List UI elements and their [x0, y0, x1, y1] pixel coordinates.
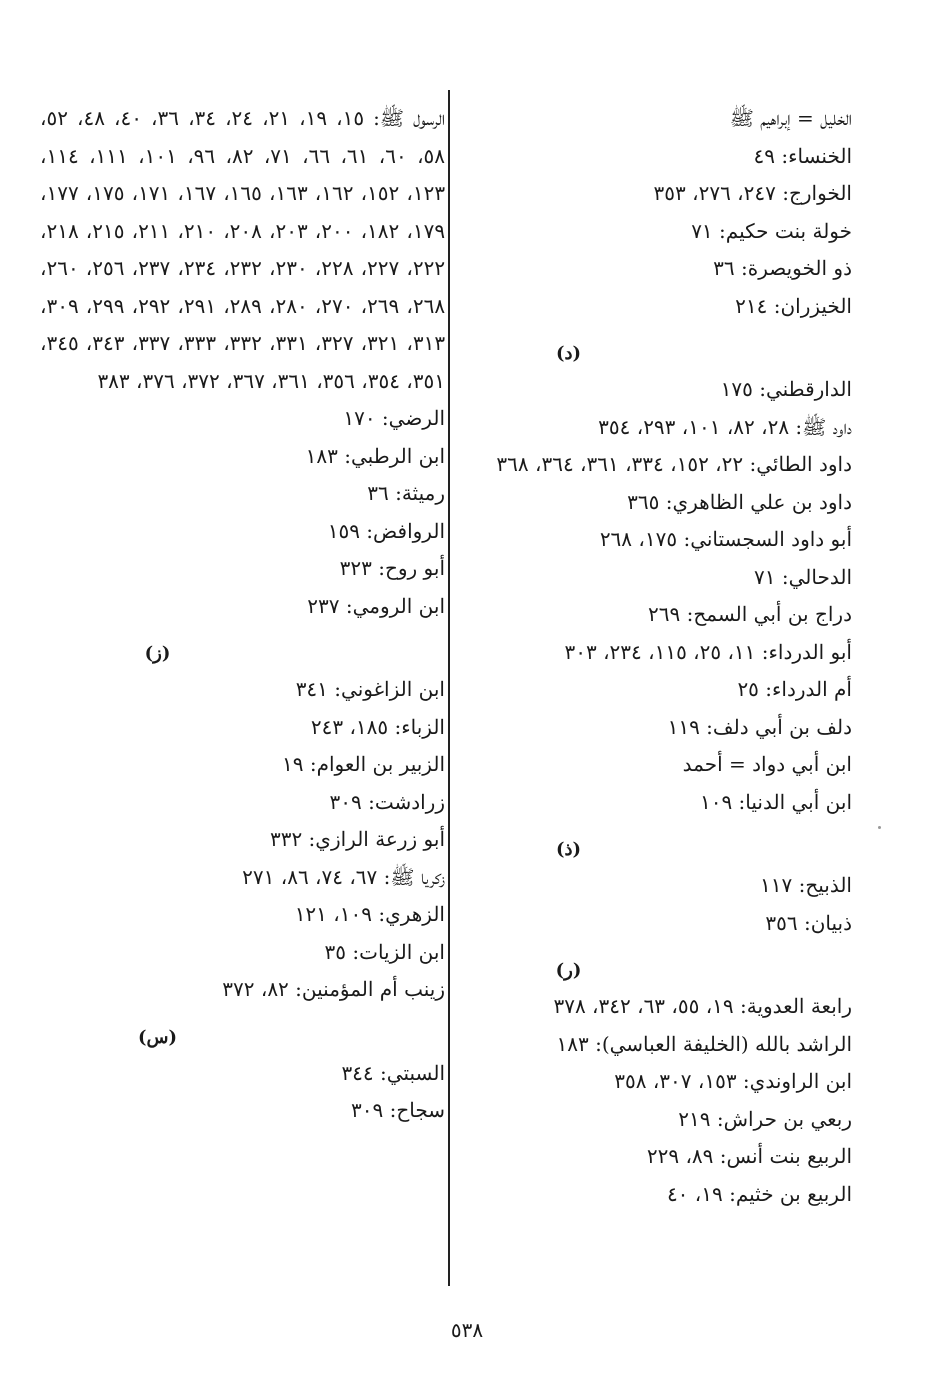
index-entry: ذبيان: ٣٥٦	[765, 910, 852, 935]
section-heading-zay: (ز)	[144, 643, 171, 664]
index-column-right	[465, 100, 852, 1213]
index-entry: الراشد بالله (الخليفة العباسي): ١٨٣	[556, 1031, 852, 1056]
index-entry: الخيزران: ٢١٤	[735, 293, 852, 318]
section-heading-dal: (د)	[555, 343, 582, 364]
index-entry: داود ﷺ: ٢٨، ٨٢، ١٠١، ٢٩٣، ٣٥٤	[598, 414, 852, 439]
index-entry: أبو روح: ٣٢٣	[339, 556, 445, 580]
index-entry: زرادشت: ٣٠٩	[329, 789, 445, 814]
column-divider	[448, 90, 450, 1286]
index-entry: داود الطائي: ٢٢، ١٥٢، ٣٣٤، ٣٦١، ٣٦٤، ٣٦٨	[496, 452, 852, 476]
index-entry: الخليل = إبراهيم ﷺ	[729, 106, 852, 130]
index-entry: زكريا ﷺ: ٦٧، ٧٤، ٨٦، ٢٧١	[242, 864, 445, 889]
index-entry: أبو داود السجستاني: ١٧٥، ٢٦٨	[599, 527, 852, 551]
index-entry: ابن أبي دواد = أحمد	[682, 752, 852, 776]
index-entry: خولة بنت حكيم: ٧١	[691, 218, 852, 243]
index-entry: الدحالي: ٧١	[754, 564, 852, 589]
section-heading-dhal: (ذ)	[555, 839, 582, 860]
index-entry: الروافض: ١٥٩	[327, 518, 445, 543]
index-entry: زينب أم المؤمنين: ٨٢، ٣٧٢	[222, 977, 445, 1001]
index-entry: الزهري: ١٠٩، ١٢١	[294, 902, 445, 926]
index-entry: الربيع بن خثيم: ١٩، ٤٠	[666, 1181, 852, 1206]
index-entry: ابن الزيات: ٣٥	[324, 939, 445, 964]
index-entry: ابن الزاغوني: ٣٤١	[295, 677, 445, 701]
index-entry: ابن الرومي: ٢٣٧	[307, 593, 445, 618]
page-number: ٥٣٨	[450, 1318, 484, 1342]
index-entry: الربيع بنت أنس: ٨٩، ٢٢٩	[646, 1144, 852, 1168]
index-entry: دراج بن أبي السمح: ٢٦٩	[648, 602, 852, 626]
index-entry: ذو الخويصرة: ٣٦	[713, 256, 852, 280]
index-entry: أم الدرداء: ٢٥	[737, 677, 852, 701]
index-entry: داود بن علي الظاهري: ٣٦٥	[627, 489, 852, 514]
index-entry: الزباء: ١٨٥، ٢٤٣	[310, 714, 445, 739]
index-entry: ربعي بن حراش: ٢١٩	[678, 1106, 852, 1131]
index-entry: سجاح: ٣٠٩	[350, 1098, 445, 1122]
index-entry: أبو زرعة الرازي: ٣٣٢	[269, 827, 445, 851]
section-heading-ra: (ر)	[555, 960, 582, 981]
index-entry: الدارقطني: ١٧٥	[720, 377, 852, 401]
index-entry: رميثة: ٣٦	[367, 481, 445, 505]
index-entry: السبتي: ٣٤٤	[341, 1060, 445, 1085]
margin-dot	[878, 826, 881, 829]
index-entry: ابن الرطبي: ١٨٣	[305, 443, 445, 468]
index-entry: رابعة العدوية: ١٩، ٥٥، ٦٣، ٣٤٢، ٣٧٨	[553, 994, 852, 1018]
index-entry: الخنساء: ٤٩	[753, 143, 852, 168]
index-entry: دلف بن أبي دلف: ١١٩	[667, 714, 852, 739]
index-entry-rasul: الرسول ﷺ: ١٥، ١٩، ٢١، ٢٤، ٣٤، ٣٦، ٤٠، ٤٨، ٥٢، ٥٨، ٦٠، ٦١، ٦٦، ٧١، ٨٢، ٩٦، ١٠١، ١١١، ١١٤، ١٢٣، ١٥٢، ١٦٢، ١٦٣، ١٦٥، ١٦٧، ١٧١، ١٧٥، ١٧٧، ١٧٩، ١٨٢، ٢٠٠، ٢٠٣، ٢٠٨، ٢١٠، ٢١١، ٢١٥، ٢١٨، ٢٢٢، ٢٢٧، ٢٢٨، ٢٣٠، ٢٣٢، ٢٣٤، ٢٣٧، ٢٥٦، ٢٦٠، ٢٦٨، ٢٦٩، ٢٧٠، ٢٨٠، ٢٨٩، ٢٩١، ٢٩٢، ٢٩٩، ٣٠٩، ٣١٣، ٣٢١، ٣٢٧، ٣٣١، ٣٣٢، ٣٣٣، ٣٣٧، ٣٤٣، ٣٤٥، ٣٥١، ٣٥٤، ٣٥٦، ٣٦١، ٣٦٧، ٣٧٢، ٣٧٦، ٣٨٣	[40, 106, 446, 393]
section-heading-sin: (س)	[137, 1026, 177, 1048]
index-entry: الزبير بن العوام: ١٩	[282, 752, 445, 776]
index-entry: الرضي: ١٧٠	[343, 406, 445, 430]
index-entry: الخوارج: ٢٤٧، ٢٧٦، ٣٥٣	[653, 181, 852, 205]
index-column-left	[40, 100, 445, 1130]
index-entry: ابن أبي الدنيا: ١٠٩	[699, 789, 852, 814]
index-entry: الذبيح: ١١٧	[760, 873, 852, 897]
index-entry: أبو الدرداء: ١١، ٢٥، ١١٥، ٢٣٤، ٣٠٣	[564, 639, 852, 664]
index-entry: ابن الراوندي: ١٥٣، ٣٠٧، ٣٥٨	[614, 1069, 852, 1093]
